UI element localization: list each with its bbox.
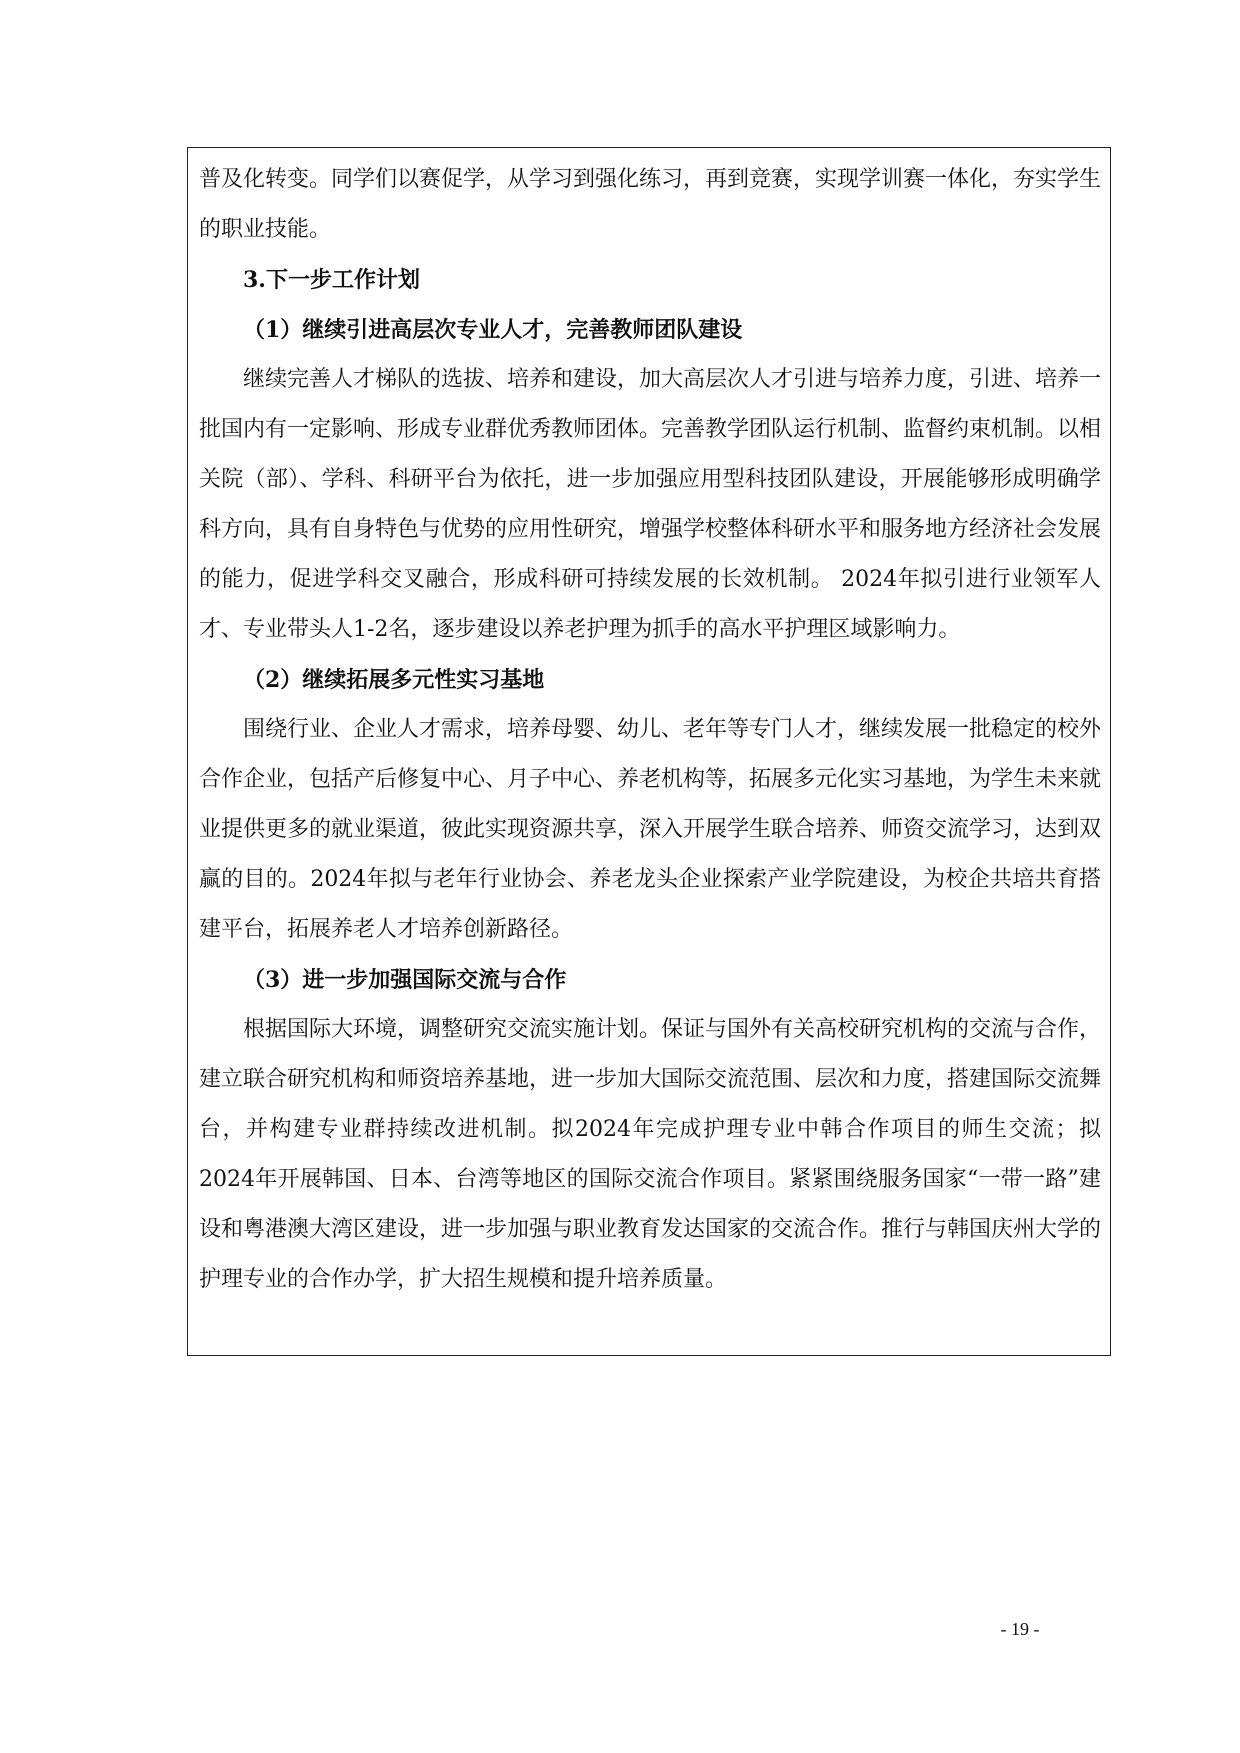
subsection-3-heading: （3）进一步加强国际交流与合作 bbox=[243, 967, 567, 993]
section-heading: 3.下一步工作计划 bbox=[243, 267, 420, 293]
page-number: - 19 - bbox=[1000, 1619, 1040, 1639]
subsection-1-paragraph: 继续完善人才梯队的选拔、培养和建设，加大高层次人才引进与培养力度，引进、培养一批国内有一定影响、形成专业群优秀教师团体。完善教学团队运行机制、监督约束机制。以相关院（部）、学科、科研平台为依托，进一步加强应用型科技团队建设，开展能够形成明确学科方向，具有自身特色与优势的应用性研究，增强学校整体科研水平和服务地方经济社会发展的能力，促进学科交叉融合，形成科研可持续发展的长效机制。 2024年拟引进行业领军人才、专业带头人1-2名，逐步建设以养老护理为抓手的高水平护理区域影响力。 bbox=[199, 367, 1102, 642]
subsection-2-paragraph: 围绕行业、企业人才需求，培养母婴、幼儿、老年等专门人才，继续发展一批稳定的校外合作企业，包括产后修复中心、月子中心、养老机构等，拓展多元化实习基地，为学生未来就业提供更多的就业渠道，彼此实现资源共享，深入开展学生联合培养、师资交流学习，达到双赢的目的。2024年拟与老年行业协会、养老龙头企业探索产业学院建设，为校企共培共育搭建平台，拓展养老人才培养创新路径。 bbox=[199, 717, 1102, 942]
document-body bbox=[199, 155, 1101, 1305]
subsection-2-heading: （2）继续拓展多元性实习基地 bbox=[243, 667, 545, 693]
subsection-3-paragraph: 根据国际大环境，调整研究交流实施计划。保证与国外有关高校研究机构的交流与合作，建立联合研究机构和师资培养基地，进一步加大国际交流范围、层次和力度，搭建国际交流舞台，并构建专业群持续改进机制。拟2024年完成护理专业中韩合作项目的师生交流；拟2024年开展韩国、日本、台湾等地区的国际交流合作项目。紧紧围绕服务国家“一带一路”建设和粤港澳大湾区建设，进一步加强与职业教育发达国家的交流合作。推行与韩国庆州大学的护理专业的合作办学，扩大招生规模和提升培养质量。 bbox=[199, 1017, 1102, 1292]
continuation-paragraph: 普及化转变。同学们以赛促学，从学习到强化练习，再到竞赛，实现学训赛一体化，夯实学生的职业技能。 bbox=[199, 167, 1102, 242]
subsection-1-heading: （1）继续引进高层次专业人才，完善教师团队建设 bbox=[243, 317, 743, 343]
